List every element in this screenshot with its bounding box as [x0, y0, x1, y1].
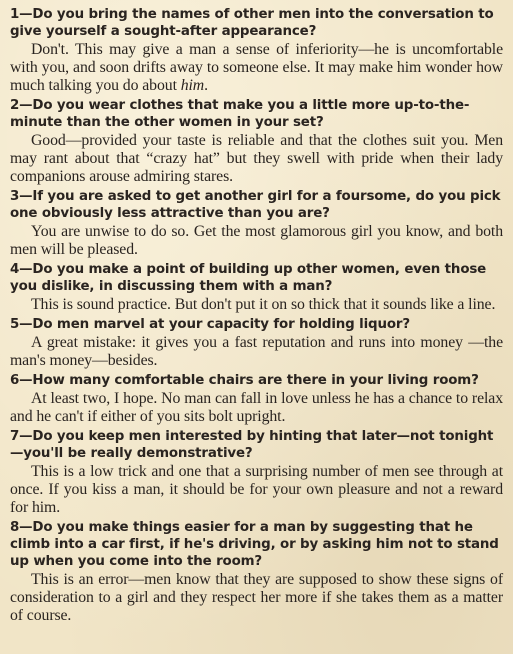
qa-item-8 — [10, 519, 503, 625]
qa-item-7 — [10, 428, 503, 517]
qa-item-4 — [10, 261, 503, 314]
question-4: 4—Do you make a point of building up other women, even those you dislike, in discussing them with a man? — [10, 262, 487, 294]
question-2: 2—Do you wear clothes that make you a little more up-to-the-minute than the other women in your set? — [10, 98, 470, 130]
answer-4: This is sound practice. But don't put it on so thick that it sounds like a line. — [31, 296, 496, 313]
answer-1 — [10, 41, 503, 95]
question-6: 6—How many comfortable chairs are there in your living room? — [10, 373, 479, 388]
qa-item-5 — [10, 316, 503, 370]
qa-item-2 — [10, 97, 503, 186]
answer-5: A great mistake: it gives you a fast reputation and runs into money —the man's money—besides. — [10, 334, 503, 369]
answer-2: Good—provided your taste is reliable and that the clothes suit you. Men may rant about that “crazy hat” but they swell with pride when their lady companions arouse admiring stares. — [10, 132, 503, 185]
answer-1-end: . — [204, 77, 208, 94]
question-1: 1—Do you bring the names of other men into the conversation to give yourself a sought-after appearance? — [10, 7, 494, 39]
answer-1-emphasis: him — [180, 77, 205, 94]
question-5: 5—Do men marvel at your capacity for holding liquor? — [10, 317, 410, 332]
question-8: 8—Do you make things easier for a man by suggesting that he climb into a car first, if he's driving, or by asking him not to stand up when you come into the room? — [10, 520, 499, 569]
qa-item-3 — [10, 188, 503, 259]
answer-6: At least two, I hope. No man can fall in love unless he has a chance to relax and he can't if either of you sits bolt upright. — [10, 390, 503, 425]
qa-item-1 — [10, 6, 503, 95]
qa-item-6 — [10, 372, 503, 426]
answer-3: You are unwise to do so. Get the most glamorous girl you know, and both men will be pleased. — [10, 223, 503, 258]
question-7: 7—Do you keep men interested by hinting that later—not tonight —you'll be really demonstrative? — [10, 429, 494, 461]
answer-7: This is a low trick and one that a surprising number of men see through at once. If you kiss a man, it should be for your own pleasure and not a reward for him. — [10, 463, 503, 516]
answer-1-text: Don't. This may give a man a sense of inferiority—he is uncomfortable with you, and soon drifts away to someone else. It may make him wonder how much talking you do about — [10, 41, 503, 94]
answer-8: This is an error—men know that they are supposed to show these signs of consideration to a girl and they respect her more if she takes them as a matter of course. — [10, 571, 503, 624]
question-3: 3—If you are asked to get another girl for a foursome, do you pick one obviously less attractive than you are? — [10, 189, 501, 221]
